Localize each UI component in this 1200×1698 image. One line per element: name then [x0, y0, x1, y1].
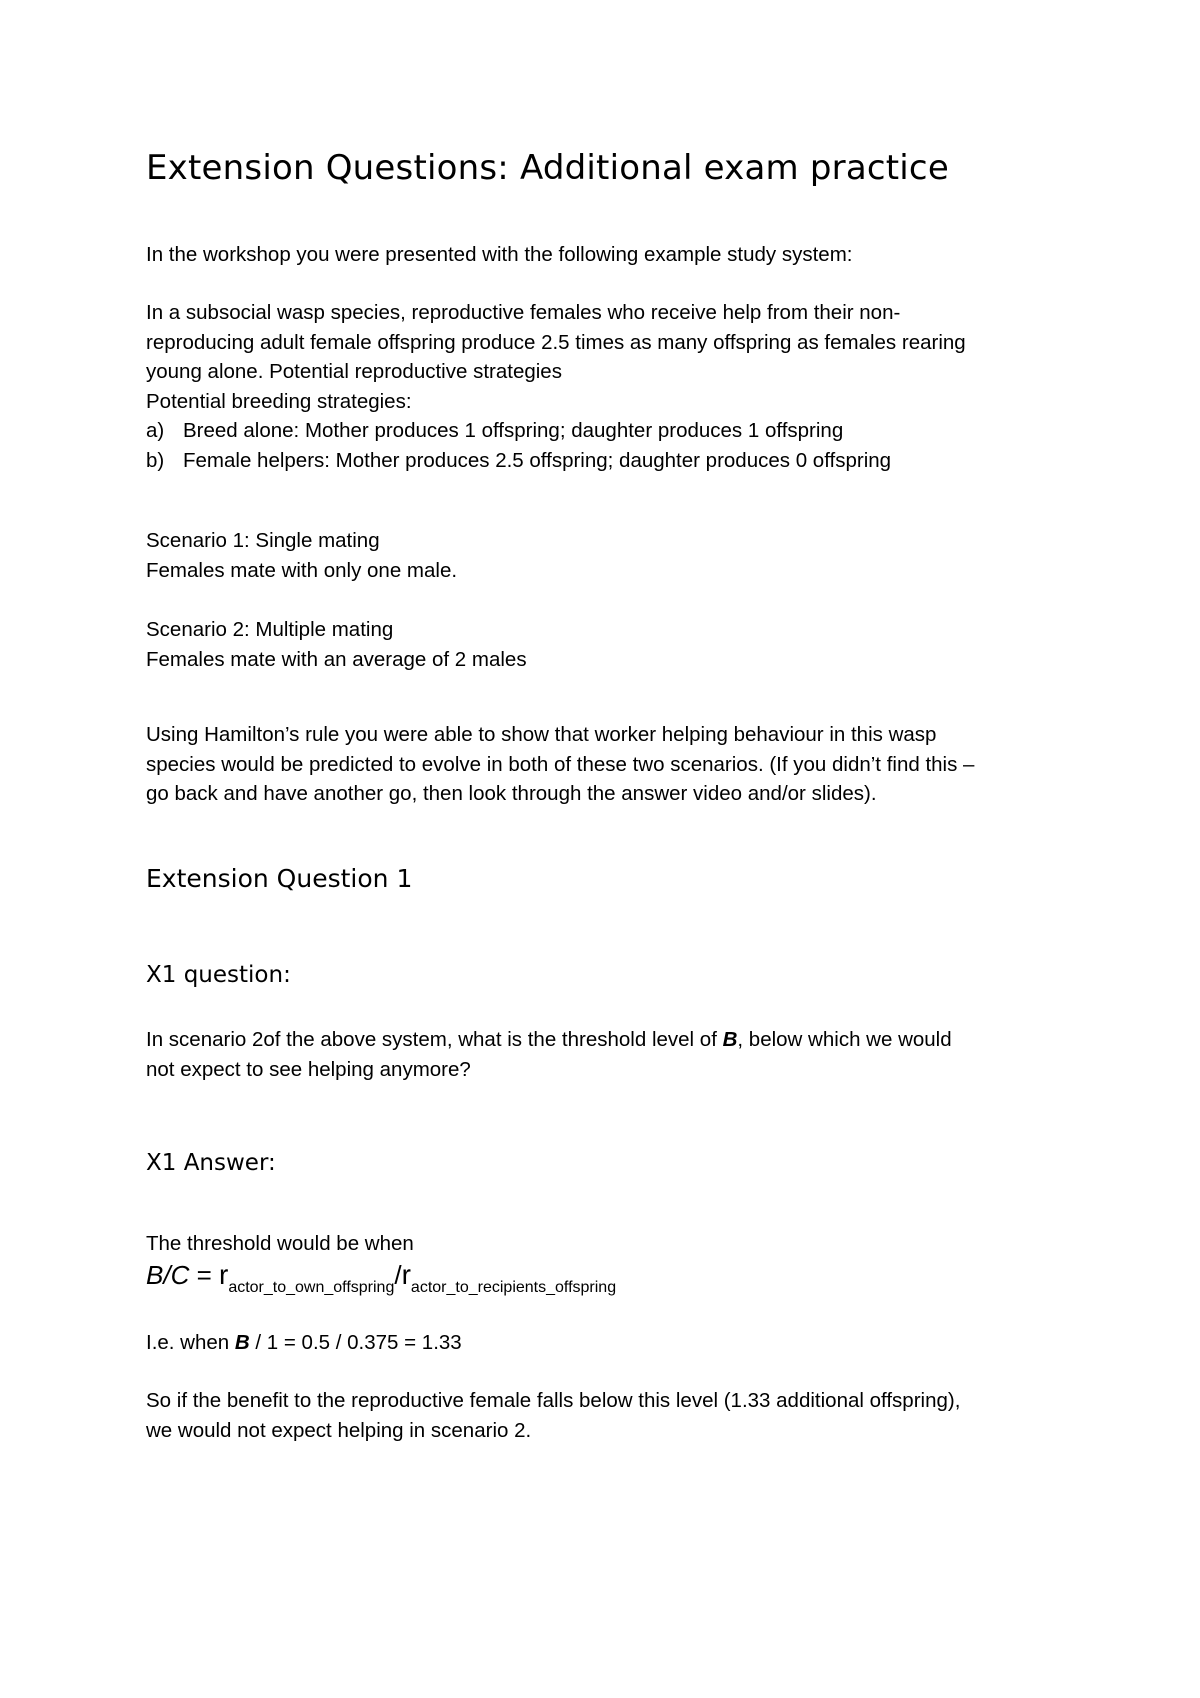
ie-post: / 1 = 0.5 / 0.375 = 1.33: [249, 1331, 462, 1354]
system-description: [146, 298, 1076, 475]
formula-slash: /: [394, 1260, 402, 1290]
formula-lhs: B/C: [146, 1260, 190, 1290]
strategy-text: Breed alone: Mother produces 1 offspring; daughter produces 1 offspring: [183, 419, 844, 442]
scenario-title: Scenario 1: Single mating: [146, 529, 380, 552]
system-description-line: reproducing adult female offspring produce 2.5 times as many offspring as females rearing: [146, 330, 966, 354]
formula-subscript-2: actor_to_recipients_offspring: [410, 1279, 617, 1296]
hamilton-line: Using Hamilton’s rule you were able to show that worker helping behaviour in this wasp: [146, 723, 937, 746]
question-variable: B: [722, 1028, 738, 1051]
formula-r2: r: [401, 1259, 411, 1290]
formula-equals: =: [189, 1260, 219, 1290]
extension-question-heading: Extension Question 1: [146, 864, 413, 893]
scenario-1: [146, 526, 1076, 585]
conclusion-line: we would not expect helping in scenario 2.: [146, 1418, 532, 1442]
hamilton-line: species would be predicted to evolve in both of these two scenarios. (If you didn’t find this –: [146, 752, 975, 776]
answer-intro: The threshold would be when: [146, 1232, 414, 1255]
formula-r1: r: [218, 1259, 229, 1290]
formula-subscript-1: actor_to_own_offspring: [228, 1279, 395, 1296]
question-heading: X1 question:: [146, 962, 291, 988]
ie-variable: B: [234, 1331, 250, 1354]
question-pre: In scenario 2of the above system, what is the threshold level of: [146, 1028, 723, 1051]
ie-pre: I.e. when: [146, 1331, 235, 1354]
hamilton-paragraph: [146, 720, 1076, 809]
page-title: Extension Questions: Additional exam practice: [146, 148, 949, 188]
question-text: [146, 1025, 1076, 1084]
answer-heading: X1 Answer:: [146, 1150, 276, 1176]
scenario-2: [146, 615, 1076, 674]
strategy-text: Female helpers: Mother produces 2.5 offspring; daughter produces 0 offspring: [183, 448, 892, 472]
list-marker: a): [146, 419, 165, 442]
threshold-formula: [146, 1258, 1076, 1305]
strategy-list-item: [146, 446, 1076, 476]
hamilton-line: go back and have another go, then look through the answer video and/or slides).: [146, 782, 877, 805]
scenario-text: Females mate with an average of 2 males: [146, 647, 527, 671]
ie-line: [146, 1328, 1076, 1358]
intro-text: In the workshop you were presented with the following example study system:: [146, 243, 853, 266]
list-marker: b): [146, 448, 165, 472]
conclusion: [146, 1386, 1076, 1445]
conclusion-line: So if the benefit to the reproductive female falls below this level (1.33 additional offspring),: [146, 1389, 961, 1412]
system-description-line: In a subsocial wasp species, reproductive females who receive help from their non-: [146, 301, 901, 324]
strategies-heading: Potential breeding strategies:: [146, 389, 412, 413]
scenario-title: Scenario 2: Multiple mating: [146, 618, 394, 641]
question-post: , below which we would: [737, 1028, 952, 1051]
system-description-line: young alone. Potential reproductive strategies: [146, 360, 562, 383]
question-line: not expect to see helping anymore?: [146, 1057, 471, 1081]
scenario-text: Females mate with only one male.: [146, 558, 458, 582]
strategy-list-item: [146, 416, 1076, 446]
question-line: [146, 1025, 1076, 1055]
